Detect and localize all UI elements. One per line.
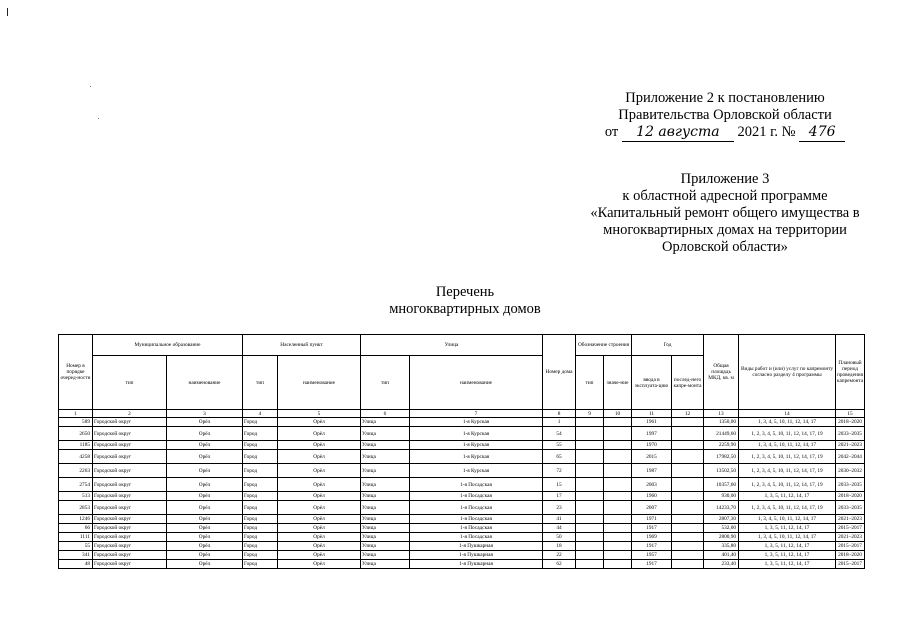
works-cell: 1, 2, 3, 4, 5, 10, 11, 12, 14, 17, 19 [739, 450, 836, 464]
year-number-label: 2021 г. № [737, 124, 796, 140]
municipality-type-cell: Городской округ [93, 418, 167, 427]
settlement-name-cell: Орёл [278, 427, 361, 441]
municipality-type-cell: Городской округ [93, 524, 167, 533]
area-cell: 233,40 [704, 560, 739, 569]
header-year: Год [632, 335, 704, 356]
column-number: 7 [410, 410, 543, 418]
column-number-row [59, 410, 865, 418]
period-cell: 2033–2035 [836, 501, 865, 515]
settlement-name-cell: Орёл [278, 542, 361, 551]
order-number-cell: 2853 [59, 501, 93, 515]
table-row [59, 450, 865, 464]
works-cell: 1, 3, 4, 5, 10, 11, 12, 14, 17 [739, 533, 836, 542]
street-name-cell: 1-я Посадская [410, 524, 543, 533]
last-repair-year-cell [672, 524, 704, 533]
header-street-type: тип [361, 356, 410, 410]
period-cell: 2033–2035 [836, 427, 865, 441]
commission-year-cell: 2015 [632, 450, 672, 464]
header-year-last-repair: послед-него капре-монта [672, 356, 704, 410]
building-type-cell [576, 441, 604, 450]
works-cell: 1, 3, 5, 11, 12, 14, 17 [739, 524, 836, 533]
building-value-cell [604, 464, 632, 478]
municipality-type-cell: Городской округ [93, 464, 167, 478]
house-number-cell: 41 [543, 515, 576, 524]
house-number-cell: 17 [543, 492, 576, 501]
last-repair-year-cell [672, 551, 704, 560]
building-type-cell [576, 492, 604, 501]
order-number-cell: 341 [59, 551, 93, 560]
building-type-cell [576, 560, 604, 569]
period-cell: 2021–2023 [836, 441, 865, 450]
building-value-cell [604, 560, 632, 569]
header-works: Виды работ и (или) услуг по капремонту согласно разделу 4 программы [739, 335, 836, 410]
street-type-cell: Улица [361, 492, 410, 501]
settlement-type-cell: Город [243, 533, 278, 542]
order-number-cell: 2650 [59, 427, 93, 441]
period-cell: 2015–2017 [836, 560, 865, 569]
period-cell: 2030–2032 [836, 464, 865, 478]
order-number-cell: 1185 [59, 441, 93, 450]
order-number-cell: 48 [59, 560, 93, 569]
settlement-type-cell: Город [243, 441, 278, 450]
building-value-cell [604, 533, 632, 542]
column-number: 8 [543, 410, 576, 418]
house-number-cell: 18 [543, 542, 576, 551]
last-repair-year-cell [672, 478, 704, 492]
building-value-cell [604, 427, 632, 441]
building-value-cell [604, 441, 632, 450]
building-value-cell [604, 515, 632, 524]
house-number-cell: 15 [543, 478, 576, 492]
resolution-date-line [560, 124, 890, 142]
last-repair-year-cell [672, 464, 704, 478]
street-type-cell: Улица [361, 501, 410, 515]
street-type-cell: Улица [361, 427, 410, 441]
last-repair-year-cell [672, 501, 704, 515]
municipality-type-cell: Городской округ [93, 551, 167, 560]
area-cell: 1350,00 [704, 418, 739, 427]
column-number: 12 [672, 410, 704, 418]
header-order-number: Номер в порядке очеред-ности [59, 335, 93, 410]
houses-table [58, 334, 865, 569]
works-cell: 1, 2, 3, 4, 5, 10, 11, 12, 14, 17, 19 [739, 478, 836, 492]
building-type-cell [576, 515, 604, 524]
column-number: 15 [836, 410, 865, 418]
street-name-cell: 1-я Посадская [410, 492, 543, 501]
appendix3-line: Орловской области» [662, 239, 788, 255]
building-value-cell [604, 542, 632, 551]
column-number: 1 [59, 410, 93, 418]
street-type-cell: Улица [361, 441, 410, 450]
settlement-name-cell: Орёл [278, 515, 361, 524]
municipality-type-cell: Городской округ [93, 542, 167, 551]
house-number-cell: 1 [543, 418, 576, 427]
header-municipality-type: тип [93, 356, 167, 410]
commission-year-cell: 1917 [632, 524, 672, 533]
column-number: 5 [278, 410, 361, 418]
building-type-cell [576, 542, 604, 551]
appendix3-line: «Капитальный ремонт общего имущества в [590, 205, 860, 221]
settlement-type-cell: Город [243, 524, 278, 533]
building-value-cell [604, 492, 632, 501]
order-number-cell: 66 [59, 524, 93, 533]
area-cell: 401,40 [704, 551, 739, 560]
building-type-cell [576, 551, 604, 560]
settlement-type-cell: Город [243, 560, 278, 569]
street-type-cell: Улица [361, 524, 410, 533]
municipality-name-cell: Орёл [167, 524, 243, 533]
area-cell: 2807,30 [704, 515, 739, 524]
settlement-type-cell: Город [243, 515, 278, 524]
column-number: 13 [704, 410, 739, 418]
list-title-line1: Перечень [435, 284, 495, 300]
settlement-name-cell: Орёл [278, 551, 361, 560]
appendix3-header [560, 171, 890, 256]
area-cell: 2259,90 [704, 441, 739, 450]
municipality-name-cell: Орёл [167, 427, 243, 441]
order-number-cell: 513 [59, 492, 93, 501]
settlement-name-cell: Орёл [278, 560, 361, 569]
commission-year-cell: 1987 [632, 464, 672, 478]
order-number-cell: 55 [59, 542, 93, 551]
column-number: 6 [361, 410, 410, 418]
appendix2-header [560, 90, 890, 142]
area-cell: 10357,60 [704, 478, 739, 492]
period-cell: 2018–2020 [836, 551, 865, 560]
settlement-type-cell: Город [243, 418, 278, 427]
table-row [59, 478, 865, 492]
last-repair-year-cell [672, 560, 704, 569]
street-name-cell: 1-я Курская [410, 464, 543, 478]
appendix2-line1: Приложение 2 к постановлению [625, 90, 825, 106]
table-row [59, 515, 865, 524]
municipality-name-cell: Орёл [167, 492, 243, 501]
column-number: 3 [167, 410, 243, 418]
header-street-name: наименование [410, 356, 543, 410]
house-number-cell: 44 [543, 524, 576, 533]
table-row [59, 427, 865, 441]
scan-speck [98, 118, 99, 119]
settlement-name-cell: Орёл [278, 478, 361, 492]
header-settlement: Населенный пункт [243, 335, 361, 356]
works-cell: 1, 3, 5, 11, 12, 14, 17 [739, 551, 836, 560]
appendix2-line2: Правительства Орловской области [618, 107, 832, 123]
building-type-cell [576, 427, 604, 441]
street-name-cell: 1-я Пушкарная [410, 560, 543, 569]
municipality-type-cell: Городской округ [93, 441, 167, 450]
street-name-cell: 1-я Посадская [410, 501, 543, 515]
commission-year-cell: 2003 [632, 478, 672, 492]
commission-year-cell: 1997 [632, 427, 672, 441]
header-house-number: Номер дома [543, 335, 576, 410]
street-name-cell: 1-я Посадская [410, 533, 543, 542]
works-cell: 1, 3, 4, 5, 10, 11, 12, 14, 17 [739, 515, 836, 524]
table-row [59, 501, 865, 515]
street-name-cell: 1-я Посадская [410, 515, 543, 524]
area-cell: 930,00 [704, 492, 739, 501]
commission-year-cell: 2007 [632, 501, 672, 515]
header-year-commission: ввода в эксплуата-цию [632, 356, 672, 410]
settlement-name-cell: Орёл [278, 418, 361, 427]
header-building-designation: Обозначение строения [576, 335, 632, 356]
street-name-cell: 1-я Курская [410, 427, 543, 441]
header-period: Плановый период проведения капремонта [836, 335, 865, 410]
scan-mark [7, 8, 8, 16]
settlement-type-cell: Город [243, 542, 278, 551]
works-cell: 1, 3, 5, 11, 12, 14, 17 [739, 560, 836, 569]
municipality-name-cell: Орёл [167, 450, 243, 464]
appendix3-line: многоквартирных домах на территории [603, 222, 847, 238]
building-value-cell [604, 551, 632, 560]
works-cell: 1, 2, 3, 4, 5, 10, 11, 12, 14, 17, 19 [739, 427, 836, 441]
street-type-cell: Улица [361, 478, 410, 492]
area-cell: 13502,50 [704, 464, 739, 478]
street-name-cell: 1-я Пушкарная [410, 542, 543, 551]
period-cell: 2021–2023 [836, 515, 865, 524]
area-cell: 335,80 [704, 542, 739, 551]
period-cell: 2042–2044 [836, 450, 865, 464]
order-number-cell: 2754 [59, 478, 93, 492]
last-repair-year-cell [672, 533, 704, 542]
works-cell: 1, 2, 3, 4, 5, 10, 11, 12, 14, 17, 19 [739, 501, 836, 515]
handwritten-number: 476 [799, 124, 845, 142]
last-repair-year-cell [672, 441, 704, 450]
works-cell: 1, 3, 5, 11, 12, 14, 17 [739, 492, 836, 501]
last-repair-year-cell [672, 492, 704, 501]
table-row [59, 492, 865, 501]
header-municipality: Муниципальное образование [93, 335, 243, 356]
works-cell: 1, 3, 5, 11, 12, 14, 17 [739, 542, 836, 551]
area-cell: 2800,90 [704, 533, 739, 542]
building-type-cell [576, 450, 604, 464]
header-area: Общая площадь МКД, кв. м [704, 335, 739, 410]
settlement-name-cell: Орёл [278, 533, 361, 542]
street-type-cell: Улица [361, 551, 410, 560]
street-name-cell: 1-я Курская [410, 418, 543, 427]
commission-year-cell: 1970 [632, 441, 672, 450]
municipality-name-cell: Орёл [167, 418, 243, 427]
municipality-type-cell: Городской округ [93, 501, 167, 515]
last-repair-year-cell [672, 418, 704, 427]
area-cell: 17982,50 [704, 450, 739, 464]
building-type-cell [576, 418, 604, 427]
settlement-type-cell: Город [243, 464, 278, 478]
column-number: 10 [604, 410, 632, 418]
commission-year-cell: 1957 [632, 551, 672, 560]
order-number-cell: 589 [59, 418, 93, 427]
settlement-name-cell: Орёл [278, 524, 361, 533]
header-building-value: значе-ние [604, 356, 632, 410]
settlement-name-cell: Орёл [278, 441, 361, 450]
municipality-type-cell: Городской округ [93, 478, 167, 492]
street-name-cell: 1-я Курская [410, 450, 543, 464]
municipality-name-cell: Орёл [167, 533, 243, 542]
list-title-line2: многоквартирных домов [389, 301, 541, 317]
municipality-type-cell: Городской округ [93, 427, 167, 441]
street-type-cell: Улица [361, 533, 410, 542]
municipality-type-cell: Городской округ [93, 515, 167, 524]
header-municipality-name: наименование [167, 356, 243, 410]
settlement-name-cell: Орёл [278, 464, 361, 478]
municipality-name-cell: Орёл [167, 464, 243, 478]
building-type-cell [576, 524, 604, 533]
table-row [59, 551, 865, 560]
header-settlement-type: тип [243, 356, 278, 410]
works-cell: 1, 3, 4, 5, 10, 11, 12, 14, 17 [739, 441, 836, 450]
from-label: от [604, 124, 619, 140]
settlement-type-cell: Город [243, 450, 278, 464]
house-number-cell: 22 [543, 551, 576, 560]
table-row [59, 533, 865, 542]
municipality-name-cell: Орёл [167, 560, 243, 569]
table-row [59, 524, 865, 533]
municipality-name-cell: Орёл [167, 551, 243, 560]
building-value-cell [604, 450, 632, 464]
building-value-cell [604, 478, 632, 492]
house-number-cell: 72 [543, 464, 576, 478]
building-value-cell [604, 524, 632, 533]
municipality-name-cell: Орёл [167, 478, 243, 492]
handwritten-date: 12 августа [622, 124, 734, 142]
settlement-type-cell: Город [243, 501, 278, 515]
building-value-cell [604, 418, 632, 427]
table-row [59, 418, 865, 427]
house-number-cell: 62 [543, 560, 576, 569]
building-value-cell [604, 501, 632, 515]
commission-year-cell: 1971 [632, 515, 672, 524]
table-body [59, 418, 865, 569]
commission-year-cell: 1961 [632, 418, 672, 427]
municipality-name-cell: Орёл [167, 441, 243, 450]
order-number-cell: 1246 [59, 515, 93, 524]
appendix3-line: Приложение 3 [680, 171, 770, 187]
street-type-cell: Улица [361, 560, 410, 569]
area-cell: 532,00 [704, 524, 739, 533]
commission-year-cell: 1917 [632, 560, 672, 569]
municipality-name-cell: Орёл [167, 515, 243, 524]
street-name-cell: 1-я Посадская [410, 478, 543, 492]
house-number-cell: 65 [543, 450, 576, 464]
last-repair-year-cell [672, 450, 704, 464]
period-cell: 2033–2035 [836, 478, 865, 492]
last-repair-year-cell [672, 515, 704, 524]
order-number-cell: 1111 [59, 533, 93, 542]
last-repair-year-cell [672, 542, 704, 551]
house-number-cell: 54 [543, 427, 576, 441]
municipality-type-cell: Городской округ [93, 492, 167, 501]
municipality-name-cell: Орёл [167, 501, 243, 515]
table-row [59, 441, 865, 450]
header-settlement-name: наименование [278, 356, 361, 410]
street-type-cell: Улица [361, 418, 410, 427]
settlement-name-cell: Орёл [278, 492, 361, 501]
building-type-cell [576, 501, 604, 515]
house-number-cell: 50 [543, 533, 576, 542]
column-number: 4 [243, 410, 278, 418]
street-type-cell: Улица [361, 450, 410, 464]
period-cell: 2021–2023 [836, 533, 865, 542]
header-building-type: тип [576, 356, 604, 410]
area-cell: 21449,60 [704, 427, 739, 441]
scan-speck [90, 86, 91, 87]
building-type-cell [576, 464, 604, 478]
settlement-type-cell: Город [243, 478, 278, 492]
street-type-cell: Улица [361, 464, 410, 478]
period-cell: 2018–2020 [836, 418, 865, 427]
commission-year-cell: 1969 [632, 533, 672, 542]
municipality-type-cell: Городской округ [93, 450, 167, 464]
house-number-cell: 23 [543, 501, 576, 515]
order-number-cell: 2263 [59, 464, 93, 478]
table-row [59, 464, 865, 478]
header-street: Улица [361, 335, 543, 356]
table-row [59, 542, 865, 551]
municipality-type-cell: Городской округ [93, 560, 167, 569]
street-name-cell: 1-я Пушкарная [410, 551, 543, 560]
column-number: 2 [93, 410, 167, 418]
settlement-name-cell: Орёл [278, 501, 361, 515]
settlement-type-cell: Город [243, 492, 278, 501]
works-cell: 1, 2, 3, 4, 5, 10, 11, 12, 14, 17, 19 [739, 464, 836, 478]
list-title [360, 284, 570, 318]
street-type-cell: Улица [361, 542, 410, 551]
house-number-cell: 55 [543, 441, 576, 450]
table-row [59, 560, 865, 569]
building-type-cell [576, 533, 604, 542]
municipality-name-cell: Орёл [167, 542, 243, 551]
settlement-type-cell: Город [243, 427, 278, 441]
building-type-cell [576, 478, 604, 492]
works-cell: 1, 3, 4, 5, 10, 11, 12, 14, 17 [739, 418, 836, 427]
street-type-cell: Улица [361, 515, 410, 524]
commission-year-cell: 1917 [632, 542, 672, 551]
order-number-cell: 4258 [59, 450, 93, 464]
area-cell: 14233,70 [704, 501, 739, 515]
column-number: 14 [739, 410, 836, 418]
appendix3-line: к областной адресной программе [622, 188, 828, 204]
last-repair-year-cell [672, 427, 704, 441]
column-number: 9 [576, 410, 604, 418]
street-name-cell: 1-я Курская [410, 441, 543, 450]
period-cell: 2018–2020 [836, 492, 865, 501]
column-number: 11 [632, 410, 672, 418]
settlement-name-cell: Орёл [278, 450, 361, 464]
period-cell: 2015–2017 [836, 542, 865, 551]
period-cell: 2015–2017 [836, 524, 865, 533]
settlement-type-cell: Город [243, 551, 278, 560]
municipality-type-cell: Городской округ [93, 533, 167, 542]
commission-year-cell: 1960 [632, 492, 672, 501]
